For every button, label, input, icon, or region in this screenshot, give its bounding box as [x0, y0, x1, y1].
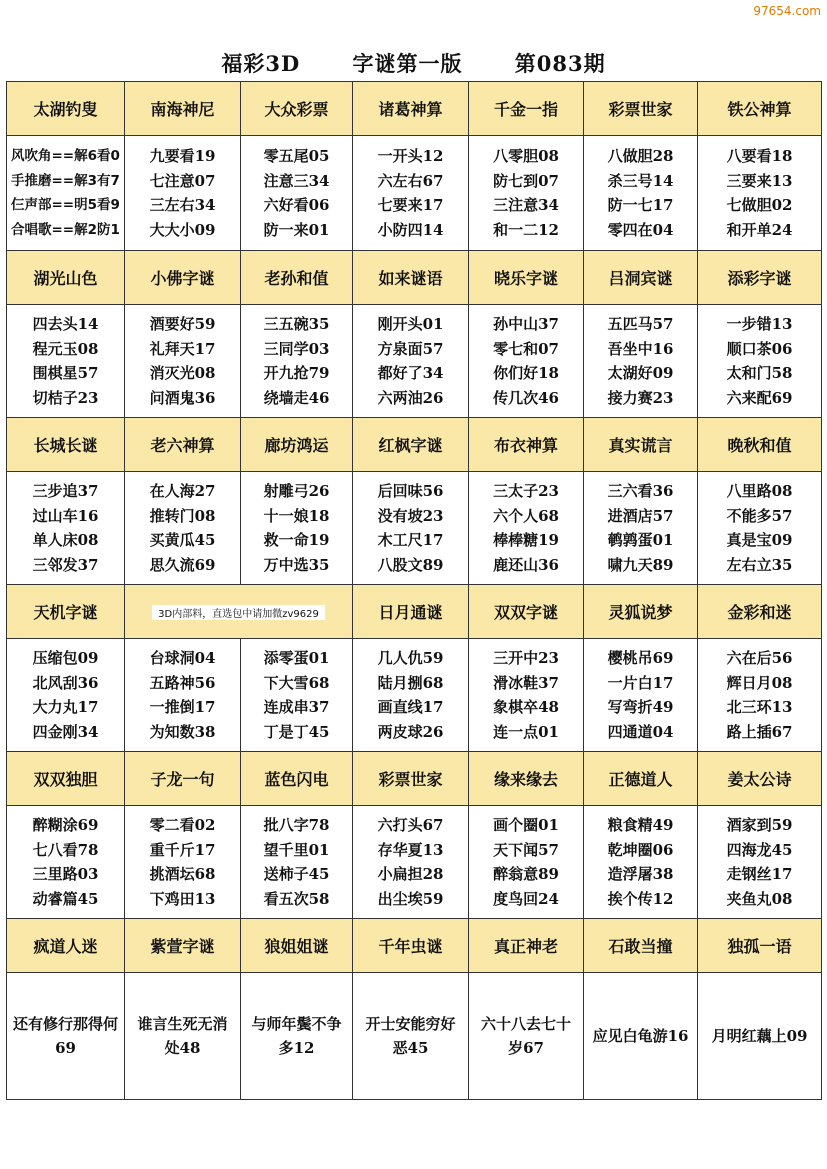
riddle-line: 思久流69 — [149, 555, 216, 574]
riddle-line: 压缩包09 — [32, 649, 99, 667]
riddle-line: 三同学03 — [263, 339, 330, 358]
riddle-cell — [241, 973, 353, 1100]
riddle-cell — [469, 806, 584, 919]
column-title: 老六神算 — [125, 418, 241, 472]
riddle-line: 左右立35 — [726, 555, 793, 574]
riddle-cell — [698, 973, 822, 1100]
column-title: 铁公神算 — [698, 82, 822, 136]
riddle-line: 和开单24 — [726, 220, 793, 239]
riddle-cell — [125, 973, 241, 1100]
riddle-line: 孙中山37 — [493, 315, 559, 333]
column-title: 缘来缘去 — [469, 752, 584, 806]
header-row — [7, 418, 822, 472]
riddle-cell — [7, 973, 125, 1100]
riddle-row — [7, 136, 822, 251]
riddle-line: 造浮屠38 — [607, 865, 674, 883]
riddle-cell — [353, 973, 469, 1100]
column-title: 蓝色闪电 — [241, 752, 353, 806]
riddle-line: 开九抢79 — [263, 364, 330, 382]
riddle-line: 乾坤圈06 — [607, 840, 674, 859]
riddle-line: 啸九天89 — [607, 555, 674, 574]
riddle-line: 十一娘18 — [263, 506, 330, 525]
riddle-line: 合唱歌==解2防1 — [11, 221, 120, 238]
riddle-line: 下鸡田13 — [149, 889, 216, 908]
column-title: 红枫字谜 — [353, 418, 469, 472]
riddle-cell — [125, 472, 241, 585]
riddle-cell — [698, 305, 822, 418]
riddle-cell — [698, 472, 822, 585]
riddle-line: 三要来13 — [726, 171, 793, 190]
page-title — [0, 48, 827, 78]
riddle-line: 顺口茶06 — [726, 339, 793, 358]
riddle-line: 过山车16 — [32, 506, 99, 525]
riddle-cell — [7, 305, 125, 418]
title-lottery: 福彩3D — [221, 51, 301, 76]
riddle-line: 滑冰鞋37 — [493, 673, 559, 692]
riddle-line: 送柿子45 — [263, 865, 330, 883]
column-title: 姜太公诗 — [698, 752, 822, 806]
column-title: 真实谎言 — [584, 418, 698, 472]
riddle-line: 北风刮36 — [32, 673, 99, 692]
riddle-line: 传几次46 — [493, 388, 559, 407]
riddle-cell — [469, 136, 584, 251]
riddle-line: 丁是丁45 — [263, 722, 330, 741]
riddle-line: 六两油26 — [377, 388, 444, 407]
riddle-line: 三太子23 — [493, 482, 559, 500]
riddle-line: 出尘埃59 — [377, 889, 444, 908]
riddle-line: 单人床08 — [32, 531, 99, 549]
riddle-line: 鹿还山36 — [493, 555, 559, 574]
header-note-cell — [125, 585, 353, 639]
riddle-line: 风吹角==解6看0 — [11, 148, 120, 164]
column-title: 千年虫谜 — [353, 919, 469, 973]
riddle-line: 零四在04 — [607, 220, 674, 239]
header-row — [7, 251, 822, 305]
riddle-cell — [241, 639, 353, 752]
riddle-line: 画个圈01 — [493, 816, 559, 834]
riddle-line: 刚开头01 — [377, 315, 444, 333]
riddle-cell — [241, 806, 353, 919]
riddle-cell — [7, 136, 125, 251]
riddle-line: 吾坐中16 — [607, 339, 674, 358]
riddle-line: 存华夏13 — [377, 840, 444, 859]
riddle-cell — [353, 305, 469, 418]
riddle-line: 四海龙45 — [726, 840, 793, 859]
riddle-line: 一开头12 — [377, 147, 444, 165]
riddle-line: 酒家到59 — [726, 816, 793, 834]
column-title: 日月通谜 — [353, 585, 469, 639]
riddle-line: 三五碗35 — [263, 315, 330, 333]
riddle-line: 还有修行那得何69 — [13, 1015, 119, 1057]
riddle-line: 看五次58 — [263, 889, 330, 908]
riddle-row — [7, 472, 822, 585]
riddle-line: 度鸟回24 — [493, 889, 559, 908]
riddle-line: 为知数38 — [149, 722, 216, 741]
riddle-cell — [353, 639, 469, 752]
riddle-line: 月明红藕上09 — [711, 1027, 808, 1045]
riddle-line: 酒要好59 — [149, 315, 216, 333]
column-title: 大众彩票 — [241, 82, 353, 136]
riddle-cell — [469, 973, 584, 1100]
site-watermark: 97654.com — [753, 4, 821, 18]
column-title: 长城长谜 — [7, 418, 125, 472]
riddle-line: 望千里01 — [263, 840, 330, 859]
riddle-line: 走钢丝17 — [726, 865, 793, 883]
riddle-line: 夹鱼丸08 — [726, 889, 793, 908]
riddle-line: 后回味56 — [377, 482, 444, 500]
riddle-line: 六十八去七十岁67 — [480, 1015, 571, 1057]
riddle-line: 七注意07 — [149, 171, 216, 190]
column-title: 小佛字谜 — [125, 251, 241, 305]
column-title: 双双字谜 — [469, 585, 584, 639]
riddle-line: 六左右67 — [377, 171, 444, 190]
riddle-cell — [584, 973, 698, 1100]
riddle-line: 三开中23 — [493, 649, 559, 667]
riddle-line: 都好了34 — [377, 364, 444, 382]
riddle-line: 一片白17 — [607, 673, 674, 692]
riddle-line: 三六看36 — [607, 482, 674, 500]
riddle-line: 三注意34 — [493, 196, 559, 214]
riddle-line: 注意三34 — [263, 171, 330, 190]
riddle-line: 没有坡23 — [377, 506, 444, 525]
riddle-line: 万中选35 — [263, 555, 330, 574]
riddle-row — [7, 973, 822, 1100]
riddle-line: 三里路03 — [32, 865, 99, 883]
riddle-line: 和一二12 — [493, 220, 559, 239]
riddle-line: 几人仇59 — [377, 649, 444, 667]
riddle-line: 小扁担28 — [377, 865, 444, 883]
riddle-line: 醉翁意89 — [493, 865, 559, 883]
column-title: 真正神老 — [469, 919, 584, 973]
riddle-cell — [353, 806, 469, 919]
riddle-line: 与师年鬓不争多12 — [251, 1015, 342, 1057]
riddle-line: 挑酒坛68 — [149, 865, 216, 883]
column-title: 诸葛神算 — [353, 82, 469, 136]
riddle-line: 方泉面57 — [377, 339, 444, 358]
column-title: 正德道人 — [584, 752, 698, 806]
riddle-cell — [241, 472, 353, 585]
riddle-line: 鹌鹑蛋01 — [607, 531, 674, 549]
column-title: 狼姐姐谜 — [241, 919, 353, 973]
riddle-line: 零二看02 — [149, 816, 216, 834]
riddle-line: 围棋星57 — [32, 364, 99, 382]
riddle-line: 辉日月08 — [726, 673, 793, 692]
riddle-line: 象棋卒48 — [493, 698, 559, 716]
riddle-line: 添零蛋01 — [263, 649, 330, 667]
riddle-cell — [353, 472, 469, 585]
column-title: 千金一指 — [469, 82, 584, 136]
riddle-line: 五匹马57 — [607, 315, 674, 333]
riddle-line: 切桔子23 — [32, 388, 99, 407]
title-edition: 字谜第一版 — [352, 51, 463, 76]
column-title: 灵狐说梦 — [584, 585, 698, 639]
riddle-line: 八做胆28 — [607, 147, 674, 165]
riddle-cell — [241, 305, 353, 418]
riddle-line: 射雕弓26 — [263, 482, 330, 500]
riddle-line: 礼拜天17 — [149, 339, 216, 358]
riddle-cell — [469, 472, 584, 585]
riddle-line: 九要看19 — [149, 147, 216, 165]
riddle-line: 八要看18 — [726, 147, 793, 165]
riddle-row — [7, 305, 822, 418]
riddle-cell — [584, 472, 698, 585]
header-row — [7, 585, 822, 639]
riddle-line: 救一命19 — [263, 531, 330, 549]
riddle-cell — [125, 806, 241, 919]
column-title: 金彩和迷 — [698, 585, 822, 639]
riddle-line: 七八看78 — [32, 840, 99, 859]
riddle-line: 小防四14 — [377, 220, 444, 239]
riddle-line: 应见白龟游16 — [592, 1027, 689, 1045]
riddle-line: 挨个传12 — [607, 889, 674, 908]
riddle-line: 粮食精49 — [607, 816, 674, 834]
riddle-cell — [125, 305, 241, 418]
column-title: 南海神尼 — [125, 82, 241, 136]
riddle-line: 六在后56 — [726, 649, 793, 667]
riddle-line: 零五尾05 — [263, 147, 330, 165]
riddle-line: 批八字78 — [263, 816, 330, 834]
riddle-line: 八里路08 — [726, 482, 793, 500]
riddle-line: 画直线17 — [377, 698, 444, 716]
riddle-line: 手推磨==解3有7 — [11, 172, 120, 189]
riddle-line: 八股文89 — [377, 555, 444, 574]
riddle-line: 棒棒糖19 — [493, 531, 559, 549]
riddle-cell — [125, 136, 241, 251]
riddle-line: 八零胆08 — [493, 147, 559, 165]
riddle-line: 大大小09 — [149, 220, 216, 239]
riddle-line: 六个人68 — [493, 506, 559, 525]
riddle-line: 动睿篇45 — [32, 889, 99, 908]
riddle-line: 接力赛23 — [607, 388, 674, 407]
riddle-cell — [469, 305, 584, 418]
riddle-line: 四金刚34 — [32, 722, 99, 741]
column-title: 老孙和值 — [241, 251, 353, 305]
riddle-line: 醉糊涂69 — [32, 816, 99, 834]
column-title: 疯道人迷 — [7, 919, 125, 973]
riddle-cell — [584, 136, 698, 251]
riddle-line: 七要来17 — [377, 196, 444, 214]
riddle-line: 太和门58 — [726, 364, 793, 382]
riddle-line: 大力丸17 — [32, 698, 99, 716]
riddle-cell — [241, 136, 353, 251]
riddle-line: 在人海27 — [149, 482, 216, 500]
riddle-line: 北三环13 — [726, 698, 793, 716]
riddle-line: 天下闻57 — [493, 840, 559, 859]
riddle-line: 程元玉08 — [32, 339, 99, 358]
column-title: 独孤一语 — [698, 919, 822, 973]
riddle-cell — [584, 639, 698, 752]
riddle-cell — [7, 639, 125, 752]
header-row — [7, 919, 822, 973]
riddle-line: 开士安能穷好恶45 — [365, 1015, 456, 1057]
riddle-line: 三步追37 — [32, 482, 99, 500]
riddle-line: 绕墙走46 — [263, 388, 330, 407]
column-title: 如来谜语 — [353, 251, 469, 305]
column-title: 彩票世家 — [584, 82, 698, 136]
column-title: 吕洞宾谜 — [584, 251, 698, 305]
riddle-line: 太湖好09 — [607, 364, 674, 382]
riddle-line: 陆月捌68 — [377, 673, 444, 692]
riddle-cell — [7, 472, 125, 585]
header-row — [7, 752, 822, 806]
riddle-line: 三左右34 — [149, 196, 216, 214]
riddle-line: 一步错13 — [726, 315, 793, 333]
riddle-cell — [353, 136, 469, 251]
riddle-cell — [584, 806, 698, 919]
column-title: 湖光山色 — [7, 251, 125, 305]
riddle-line: 三邻发37 — [32, 555, 99, 574]
riddle-line: 消灭光08 — [149, 364, 216, 382]
riddle-table — [6, 81, 822, 1100]
column-title: 天机字谜 — [7, 585, 125, 639]
column-title: 晚秋和值 — [698, 418, 822, 472]
riddle-line: 杀三号14 — [607, 171, 674, 190]
riddle-line: 两皮球26 — [377, 722, 444, 741]
riddle-line: 重千斤17 — [149, 840, 216, 859]
riddle-cell — [469, 639, 584, 752]
riddle-line: 谁言生死无消处48 — [137, 1015, 228, 1057]
riddle-line: 仨声部==明5看9 — [11, 197, 120, 213]
riddle-cell — [125, 639, 241, 752]
column-title: 紫萱字谜 — [125, 919, 241, 973]
column-title: 彩票世家 — [353, 752, 469, 806]
riddle-line: 下大雪68 — [263, 673, 330, 692]
riddle-line: 你们好18 — [493, 364, 559, 382]
riddle-line: 零七和07 — [493, 339, 559, 358]
riddle-line: 七做胆02 — [726, 196, 793, 214]
column-title: 太湖钓叟 — [7, 82, 125, 136]
riddle-line: 台球洞04 — [149, 649, 216, 667]
riddle-row — [7, 806, 822, 919]
riddle-cell — [698, 806, 822, 919]
column-title: 添彩字谜 — [698, 251, 822, 305]
column-title: 廊坊鸿运 — [241, 418, 353, 472]
riddle-line: 买黄瓜45 — [149, 531, 216, 549]
riddle-line: 路上插67 — [726, 722, 793, 741]
riddle-line: 四去头14 — [32, 315, 99, 333]
column-title: 双双独胆 — [7, 752, 125, 806]
riddle-line: 防七到07 — [493, 171, 559, 190]
riddle-line: 四通道04 — [607, 722, 674, 741]
riddle-line: 连一点01 — [493, 722, 559, 741]
riddle-cell — [698, 639, 822, 752]
riddle-line: 樱桃吊69 — [607, 649, 674, 667]
riddle-row — [7, 639, 822, 752]
riddle-cell — [698, 136, 822, 251]
riddle-line: 木工尺17 — [377, 531, 444, 549]
promo-note: 3D内部料，直选包中请加微zv9629 — [152, 605, 325, 620]
riddle-line: 写弯折49 — [607, 698, 674, 716]
header-row — [7, 82, 822, 136]
riddle-line: 防一来01 — [263, 220, 330, 239]
column-title: 布衣神算 — [469, 418, 584, 472]
riddle-line: 一推倒17 — [149, 698, 216, 716]
riddle-line: 进酒店57 — [607, 506, 674, 525]
riddle-line: 推转门08 — [149, 506, 216, 525]
riddle-line: 防一七17 — [607, 196, 674, 214]
riddle-line: 连成串37 — [263, 698, 330, 716]
riddle-line: 五路神56 — [149, 673, 216, 692]
riddle-cell — [584, 305, 698, 418]
riddle-line: 六来配69 — [726, 388, 793, 407]
riddle-line: 六打头67 — [377, 816, 444, 834]
column-title: 晓乐字谜 — [469, 251, 584, 305]
riddle-cell — [7, 806, 125, 919]
riddle-line: 六好看06 — [263, 196, 330, 214]
riddle-line: 不能多57 — [726, 506, 793, 525]
column-title: 子龙一句 — [125, 752, 241, 806]
riddle-line: 真是宝09 — [726, 531, 793, 549]
title-issue: 第083期 — [514, 51, 606, 76]
column-title: 石敢当撞 — [584, 919, 698, 973]
riddle-line: 问酒鬼36 — [149, 388, 216, 407]
